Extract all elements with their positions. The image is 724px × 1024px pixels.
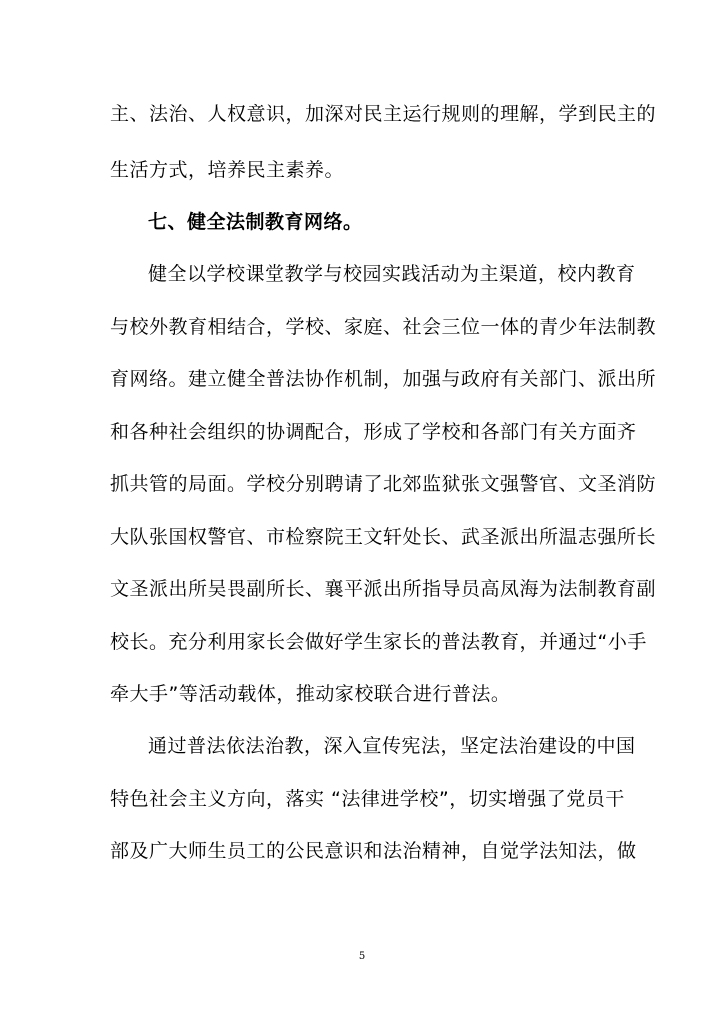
text-line: 与校外教育相结合，学校、家庭、社会三位一体的青少年法制教 <box>110 316 657 338</box>
page-number: 5 <box>358 951 366 962</box>
text-line: 校长。充分利用家长会做好学生家长的普法教育，并通过“小手 <box>110 631 647 653</box>
text-line: 生活方式，培养民主素养。 <box>110 159 345 181</box>
text-line: 通过普法依法治教，深入宣传宪法，坚定法治建设的中国 <box>148 735 636 757</box>
text-line: 主、法治、人权意识，加深对民主运行规则的理解，学到民主的 <box>110 103 657 125</box>
text-line: 部及广大师生员工的公民意识和法治精神，自觉学法知法，做 <box>110 840 637 862</box>
text-line: 大队张国权警官、市检察院王文轩处长、武圣派出所温志强所长 <box>110 526 657 548</box>
text-line: 抓共管的局面。学校分别聘请了北郊监狱张文强警官、文圣消防 <box>110 473 657 495</box>
text-line: 和各种社会组织的协调配合，形成了学校和各部门有关方面齐 <box>110 421 637 443</box>
text-line: 育网络。建立健全普法协作机制，加强与政府有关部门、派出所 <box>110 368 657 390</box>
text-line: 文圣派出所吴畏副所长、襄平派出所指导员高凤海为法制教育副 <box>110 578 657 600</box>
text-line: 健全以学校课堂教学与校园实践活动为主渠道，校内教育 <box>148 263 636 285</box>
text-line: 特色社会主义方向，落实 “法律进学校”，切实增强了党员干 <box>110 788 625 810</box>
text-line: 牵大手”等活动载体，推动家校联合进行普法。 <box>110 683 511 705</box>
section-heading: 七、健全法制教育网络。 <box>148 211 363 233</box>
